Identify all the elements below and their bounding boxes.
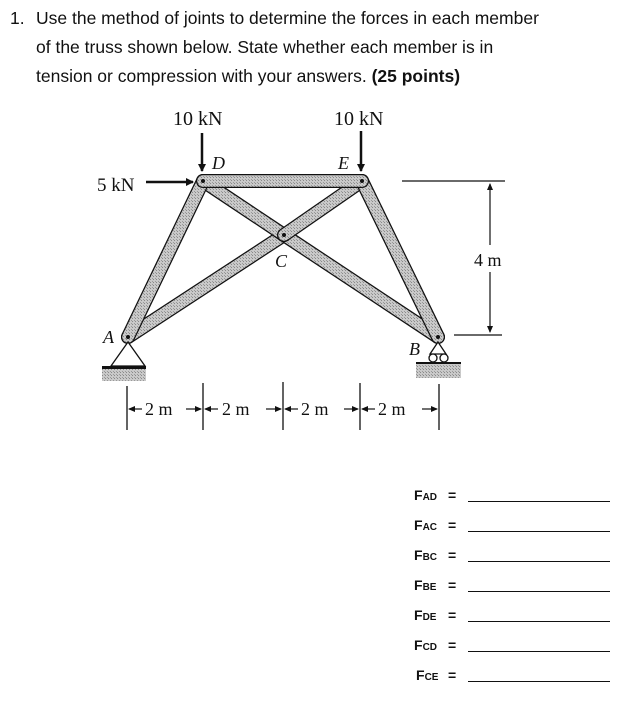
load-label-D: 10 kN [173, 108, 223, 130]
pin-B [436, 335, 440, 339]
equals-sign: = [448, 517, 457, 533]
truss-diagram [0, 95, 642, 435]
span-label-1: 2 m [145, 399, 173, 419]
answer-row-FBC [414, 547, 614, 567]
answer-blank-FBC[interactable] [468, 561, 610, 562]
question-line-2: of the truss shown below. State whether each member is in [36, 37, 494, 57]
equals-sign: = [448, 637, 457, 653]
equals-sign: = [448, 487, 457, 503]
answer-row-FCD [414, 637, 614, 657]
member-CD [203, 181, 284, 235]
equals-sign: = [448, 547, 457, 563]
joint-label-A: A [103, 327, 114, 347]
equals-sign: = [448, 607, 457, 623]
answer-row-FDE [414, 607, 614, 627]
answer-blank-FAD[interactable] [468, 501, 610, 502]
answer-label: FAD [414, 487, 438, 503]
points-label: (25 points) [371, 66, 461, 86]
span-label-2: 2 m [222, 399, 250, 419]
answer-blank-FBE[interactable] [468, 591, 610, 592]
joint-label-C: C [275, 251, 288, 271]
pin-E [360, 179, 364, 183]
span-label-3: 2 m [301, 399, 329, 419]
answer-label: FAC [414, 517, 438, 533]
equals-sign: = [448, 667, 457, 683]
answer-label: FCD [414, 637, 438, 653]
pin-C [282, 233, 286, 237]
pin-A [126, 335, 130, 339]
answer-row-FAC [414, 517, 614, 537]
load-label-E: 10 kN [334, 108, 384, 130]
roller-support-B [416, 342, 461, 378]
load-label-horizontal: 5 kN [97, 175, 135, 196]
answer-blank-FCE[interactable] [468, 681, 610, 682]
answer-row-FBE [414, 577, 614, 597]
answer-blank-FDE[interactable] [468, 621, 610, 622]
answer-label: FCE [416, 667, 439, 683]
pin-D [201, 179, 205, 183]
pin-support-A [102, 342, 146, 381]
question-number: 1. [10, 8, 25, 28]
answer-blank-FAC[interactable] [468, 531, 610, 532]
answer-label: FBC [414, 547, 438, 563]
answer-blank-FCD[interactable] [468, 651, 610, 652]
joint-label-B: B [409, 339, 420, 359]
joint-label-E: E [338, 153, 349, 173]
question-line-3 [36, 62, 460, 91]
answer-label: FDE [414, 607, 437, 623]
height-label: 4 m [474, 250, 502, 270]
joint-label-D: D [212, 153, 225, 173]
question-line-3-text: tension or compression with your answers. [36, 66, 367, 86]
span-label-4: 2 m [378, 399, 406, 419]
answer-label: FBE [414, 577, 437, 593]
question-line-1: Use the method of joints to determine the forces in each member [36, 8, 539, 28]
answer-row-FAD [414, 487, 614, 507]
answer-row-FCE [414, 667, 614, 687]
equals-sign: = [448, 577, 457, 593]
member-CE [284, 181, 362, 235]
